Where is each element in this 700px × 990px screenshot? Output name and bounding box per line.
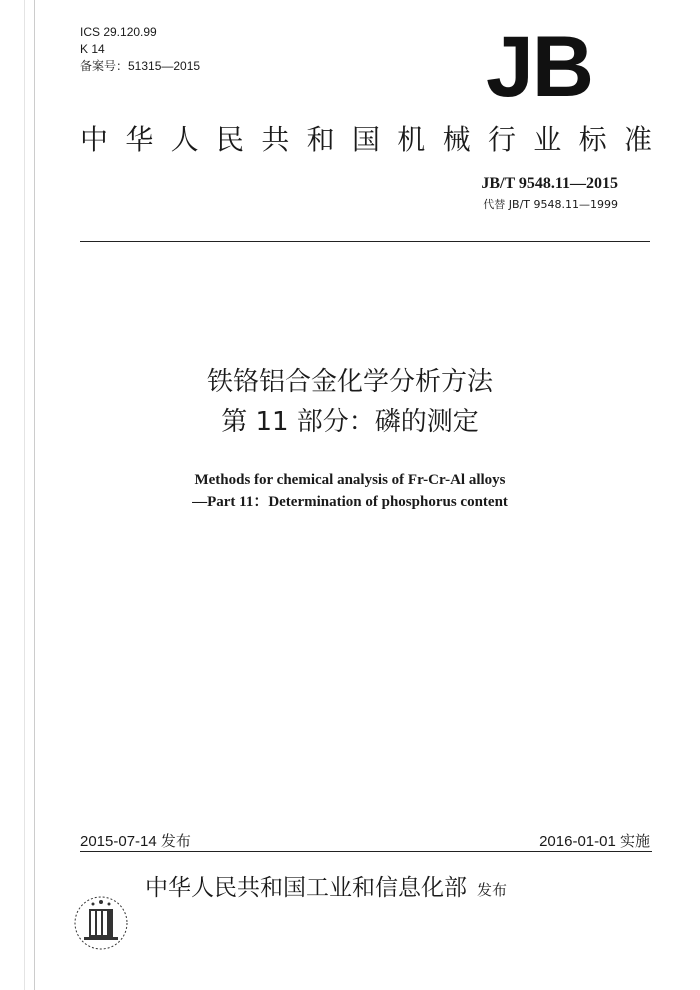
filing-number: 备案号：51315—2015 — [80, 59, 201, 73]
title-en-line1: Methods for chemical analysis of Fr-Cr-Al alloys — [194, 472, 506, 488]
publisher-suffix: 发布 — [477, 881, 508, 899]
classification-code: K 14 — [80, 42, 105, 56]
title-en-line2: —Part 11：Determination of phosphorus content — [192, 494, 508, 510]
industry-title-char: 行 — [487, 123, 516, 156]
industry-title-char: 人 — [170, 123, 199, 156]
industry-title-char: 标 — [578, 123, 607, 156]
industry-standard-title — [80, 122, 652, 158]
title-cn-line1: 铁铬铝合金化学分析方法 — [206, 367, 493, 397]
industry-title-char: 业 — [533, 123, 562, 156]
implementation-date: 2016-01-01 实施 — [539, 833, 650, 850]
industry-title-char: 准 — [623, 123, 652, 156]
industry-title-char: 华 — [125, 123, 154, 156]
industry-title-char: 和 — [306, 123, 335, 156]
title-cn-line2: 第 11 部分：磷的测定 — [221, 407, 479, 437]
standard-meta — [80, 24, 200, 75]
ministry-emblem-icon — [72, 893, 130, 951]
industry-title-char: 械 — [442, 123, 471, 156]
jb-logo: JB — [486, 19, 592, 115]
replaces-standard: 代替 JB/T 9548.11—1999 — [483, 198, 618, 211]
industry-title-char: 机 — [397, 123, 426, 156]
ics-code: ICS 29.120.99 — [80, 25, 157, 39]
industry-title-char: 国 — [351, 123, 380, 156]
standard-number: JB/T 9548.11—2015 — [481, 175, 618, 192]
publisher — [145, 873, 507, 905]
industry-title-char: 共 — [261, 123, 290, 156]
publisher-name: 中华人民共和国工业和信息化部 — [145, 875, 467, 901]
industry-title-char: 中 — [80, 123, 109, 156]
footer-divider — [80, 851, 652, 852]
industry-title-char: 民 — [215, 123, 244, 156]
header-divider — [80, 241, 650, 242]
issue-date: 2015-07-14 发布 — [80, 833, 191, 850]
